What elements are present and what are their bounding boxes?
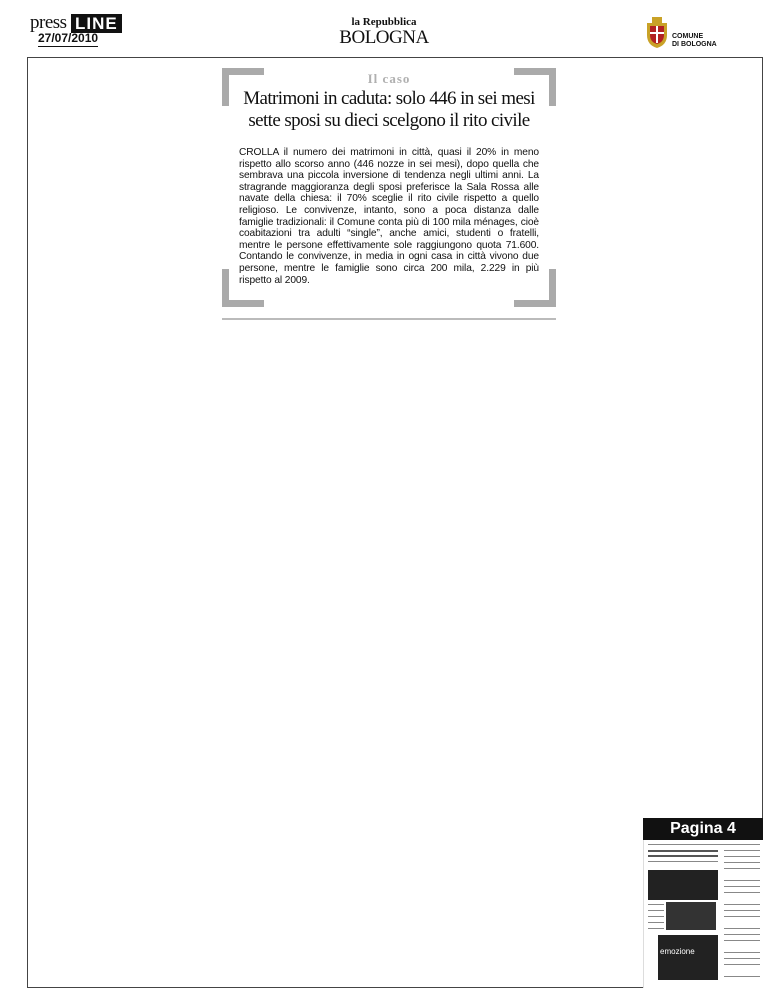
pressline-line: LINE <box>71 14 122 33</box>
comune-line-1: COMUNE <box>672 33 704 40</box>
headline-line-1: Matrimoni in caduta: solo 446 in sei mesi <box>243 88 535 109</box>
article-kicker: Il caso <box>367 71 411 86</box>
article-body: CROLLA il numero dei matrimoni in città, quasi il 20% in meno rispetto allo scorso anno (446 nozze in sei mesi), dopo quella che sembrava una piccola inversione di tendenza negli ultimi anni. La stragrande maggioranza degli sposi preferisce la Sala Rossa alle navate della chiesa: il 70% sceglie il rito civile rispetto a quello religioso. Le convivenze, intanto, sono a poca distanza dalle famiglie tradizionali: il Comune conta più di 100 mila ménages, cioè coabitazioni tra adulti “single”, anche amici, studenti o fratelli, mentre le persone effettivamente sole raggiungono quota 71.600. Contando le convivenze, in media in ogni casa in città vivono due persone, mentre le famiglie sono circa 200 mila, 2.229 in più rispetto al 2009. <box>239 147 539 286</box>
press-date: 27/07/2010 <box>38 31 99 45</box>
comune-line-2: DI BOLOGNA <box>672 41 717 48</box>
page-thumbnail <box>643 840 764 988</box>
coat-of-arms-icon <box>645 17 669 49</box>
article-headline <box>230 88 548 132</box>
pressline-press: press <box>30 12 67 33</box>
thumbnail-word: emozione <box>660 947 695 956</box>
headline-line-2: sette sposi su dieci scelgono il rito civile <box>248 110 530 131</box>
masthead-bologna: BOLOGNA <box>339 27 429 48</box>
masthead-repubblica: la Repubblica <box>351 16 417 28</box>
comune-name <box>672 33 717 49</box>
article-rule <box>222 318 556 320</box>
page-header <box>0 0 768 58</box>
page-label: Pagina 4 <box>643 818 763 840</box>
